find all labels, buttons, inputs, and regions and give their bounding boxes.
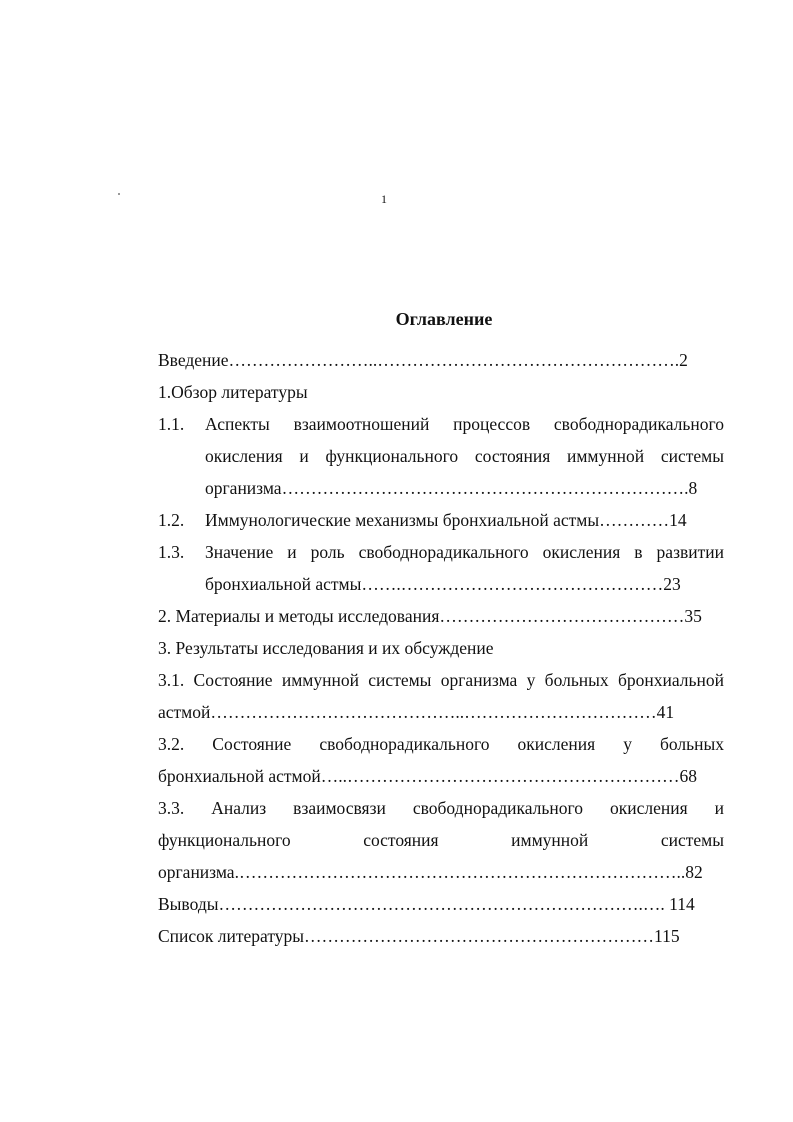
toc-entry-3-1: 3.1. Состояние иммунной системы организма у больных бронхиальной bbox=[158, 670, 724, 690]
toc-entry-literature-review: 1.Обзор литературы bbox=[158, 382, 308, 402]
toc-entry-text: Значение и роль свободнорадикального окисления в развитии bbox=[205, 542, 724, 562]
toc-entry-references: Список литературы……………………………………………………115 bbox=[158, 926, 680, 946]
toc-entry-3-3-cont: функционального состояния иммунной системы bbox=[158, 830, 724, 850]
toc-entry-text: Аспекты взаимоотношений процессов свободнорадикального bbox=[205, 414, 724, 434]
toc-entry-1-1-cont: окисления и функционального состояния иммунной системы bbox=[205, 446, 724, 466]
toc-entry-number: 1.3. bbox=[158, 542, 185, 562]
toc-entry-3-2: 3.2. Состояние свободнорадикального окисления у больных bbox=[158, 734, 724, 754]
page-number: 1 bbox=[381, 192, 387, 206]
toc-entry-3-2-end: бронхиальной астмой…..…………………………………………………68 bbox=[158, 766, 697, 786]
toc-entry-1-3-end: бронхиальной астмы…….………………………………………23 bbox=[205, 574, 681, 594]
toc-entry-1-1-end: организма…………………………………………………………….8 bbox=[205, 478, 698, 498]
toc-entry-1-1 bbox=[158, 408, 724, 440]
table-of-contents bbox=[158, 308, 724, 952]
toc-entry-1-3 bbox=[158, 536, 724, 568]
toc-entry-text: Иммунологические механизмы бронхиальной астмы…………14 bbox=[205, 510, 687, 530]
toc-title: Оглавление bbox=[395, 309, 493, 329]
scan-speck bbox=[118, 193, 120, 195]
toc-entry-number: 1.1. bbox=[158, 414, 185, 434]
toc-entry-materials-methods: 2. Материалы и методы исследования……………………………………35 bbox=[158, 606, 702, 626]
toc-entry-3-3-end: организма.…………………………………………………………………..82 bbox=[158, 862, 703, 882]
toc-entry-3-3: 3.3. Анализ взаимосвязи свободнорадикального окисления и bbox=[158, 798, 724, 818]
toc-entry-1-2 bbox=[158, 504, 724, 536]
toc-entry-conclusions: Выводы……………………………………………………………….…. 114 bbox=[158, 894, 695, 914]
toc-entry-introduction: Введение……………………..…………………………………………….2 bbox=[158, 350, 688, 370]
toc-entry-number: 1.2. bbox=[158, 510, 185, 530]
toc-entry-3-1-end: астмой……………………………………..……………………………41 bbox=[158, 702, 675, 722]
toc-entry-results: 3. Результаты исследования и их обсуждение bbox=[158, 638, 494, 658]
